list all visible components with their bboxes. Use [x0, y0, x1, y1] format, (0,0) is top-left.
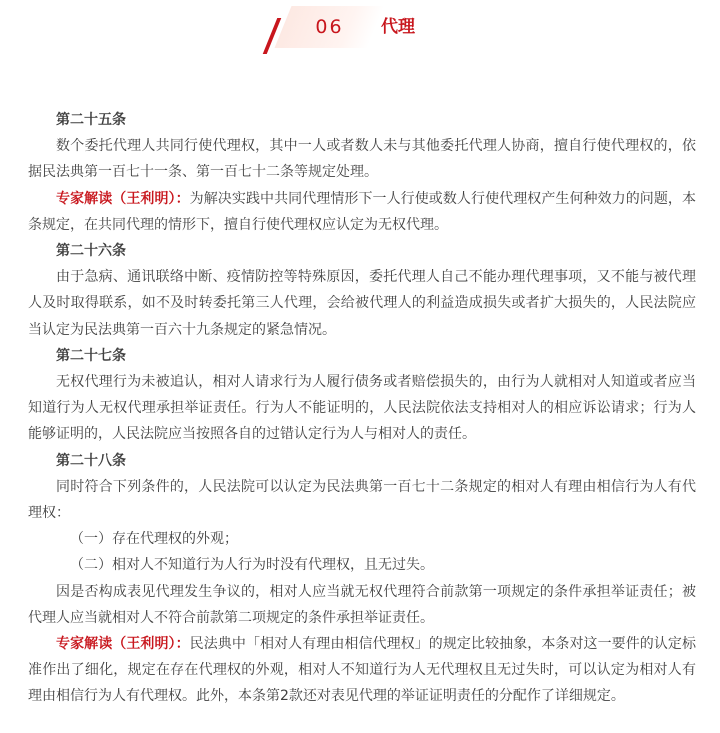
article-28-item-2: （二）相对人不知道行为人行为时没有代理权，且无过失。 — [70, 557, 434, 574]
section-header — [0, 0, 720, 75]
article-28-item-1: （一）存在代理权的外观； — [70, 531, 238, 548]
expert-text: 为解决实践中共同代理情形下一人行使或数人行使代理权产生何种效力的问题，本条规定，在共同代理的情形下，擅自行使代理权应认定为无权代理。 — [28, 190, 697, 233]
article-28-body: 同时符合下列条件的，人民法院可以认定为民法典第一百七十二条规定的相对人有理由相信行为人有代理权： — [28, 478, 696, 522]
article-27-body: 无权代理行为未被追认，相对人请求行为人履行债务或者赔偿损失的，由行为人就相对人知道或者应当知道行为人无权代理承担举证责任。行为人不能证明的，人民法院依法支持相对人的相应诉讼请求；行为人能够证明的，人民法院应当按照各自的过错认定行为人与相对人的责任。 — [28, 374, 696, 443]
expert-label: 专家解读（王利明）： — [56, 190, 190, 207]
expert-text: 民法典中「相对人有理由相信代理权」的规定比较抽象，本条对这一要件的认定标准作出了细化，规定在存在代理权的外观，相对人不知道行为人无代理权且无过失时，可以认定为相对人有理由相信行为人有代理权。此外，本条第2款还对表见代理的举证证明责任的分配作了详细规定。 — [28, 636, 697, 705]
article-28-heading: 第二十八条 — [56, 452, 126, 469]
section-title: 代理 — [381, 17, 415, 37]
article-26-body: 由于急病、通讯联络中断、疫情防控等特殊原因，委托代理人自己不能办理代理事项，又不能与被代理人及时取得联系，如不及时转委托第三人代理，会给被代理人的利益造成损失或者扩大损失的，人民法院应当认定为民法典第一百六十九条规定的紧急情况。 — [28, 269, 696, 338]
article-26-heading: 第二十六条 — [56, 243, 126, 260]
article-28-body-2: 因是否构成表见代理发生争议的，相对人应当就无权代理符合前款第一项规定的条件承担举证责任；被代理人应当就相对人不符合前款第二项规定的条件承担举证责任。 — [28, 583, 696, 626]
article-25-heading: 第二十五条 — [56, 112, 126, 128]
article-28-expert-commentary — [28, 631, 696, 710]
section-number: 06 — [315, 16, 344, 38]
article-content — [28, 107, 696, 710]
article-25-expert-commentary — [28, 186, 696, 238]
article-25-body: 数个委托代理人共同行使代理权，其中一人或者数人未与其他委托代理人协商，擅自行使代理权的，依据民法典第一百七十一条、第一百七十二条等规定处理。 — [28, 138, 696, 181]
article-27-heading: 第二十七条 — [56, 347, 126, 364]
expert-label: 专家解读（王利明）： — [56, 636, 190, 653]
